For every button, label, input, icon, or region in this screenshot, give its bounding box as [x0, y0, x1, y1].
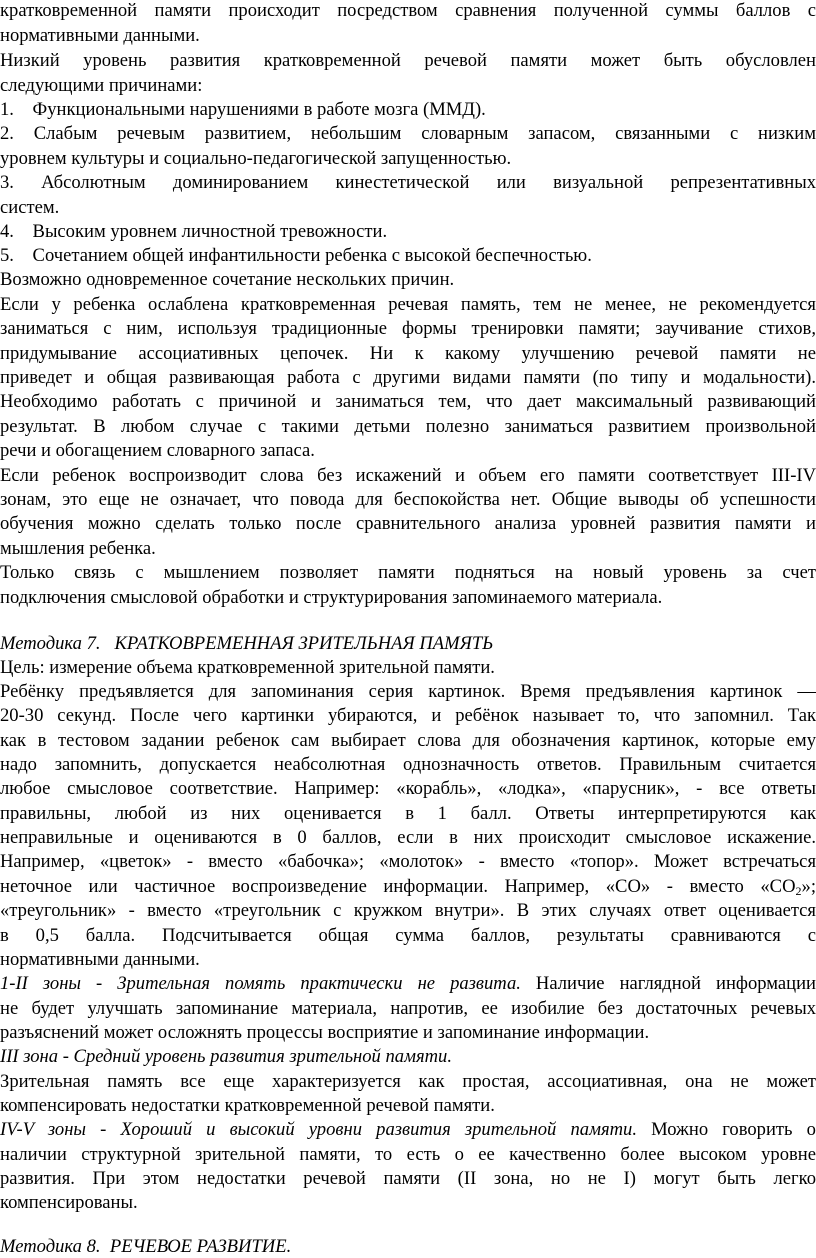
text-line: компенсированы.	[0, 1192, 138, 1213]
text-line: придумывание ассоциативных цепочек. Ни к какому улучшению речевой памяти не	[0, 343, 816, 364]
text-line: нормативными данными.	[0, 25, 200, 46]
text-line: Если у ребенка ослаблена кратковременная речевая память, тем не менее, не рекомендуется	[0, 294, 816, 315]
text-line: Цель: измерение объема кратковременной зрительной памяти.	[0, 657, 495, 678]
text-line: систем.	[0, 197, 60, 218]
text-line: любое смысловое соответствие. Например: «корабль», «лодка», «парусник», - все ответы	[0, 778, 816, 799]
zone-label: 1-II зоны - Зрительная помять практически не развита.	[0, 973, 521, 994]
text-line: мышления ребенка.	[0, 538, 156, 559]
text-line: зонам, это еще не означает, что повода для беспокойства нет. Общие выводы об успешности	[0, 489, 816, 510]
text-line	[0, 1119, 816, 1141]
text-line: разъяснений может осложнять процессы восприятие и запоминание информации.	[0, 1022, 650, 1043]
text-line: в 0,5 балла. Подсчитывается общая сумма баллов, результаты сравниваются с	[0, 925, 816, 946]
text-line: уровнем культуры и социально-педагогической запущенностью.	[0, 148, 512, 169]
text-line: обучения можно сделать только после сравнительного анализа уровней развития памяти и	[0, 513, 816, 534]
zone-label: III зона - Средний уровень развития зрительной памяти.	[0, 1046, 452, 1067]
text-segment: Наличие наглядной информации	[520, 973, 816, 994]
text-line: Зрительная память все еще характеризуется как простая, ассоциативная, она не может	[0, 1071, 816, 1092]
text-line: 20-30 секунд. После чего картинки убираются, и ребёнок называет то, что запомнил. Так	[0, 705, 816, 726]
text-line: компенсировать недостатки кратковременной речевой памяти.	[0, 1095, 495, 1116]
text-segment: »;	[801, 876, 816, 897]
text-line: не будет улучшать запоминание материала, напротив, ее изобилие без достаточных речевых	[0, 998, 816, 1019]
section-heading: Методика 7. КРАТКОВРЕМЕННАЯ ЗРИТЕЛЬНАЯ ПАМЯТЬ	[0, 633, 494, 654]
section-heading: Методика 8. РЕЧЕВОЕ РАЗВИТИЕ.	[0, 1236, 292, 1257]
text-segment: Можно говорить о	[636, 1119, 816, 1140]
text-line: Если ребенок воспроизводит слова без искажений и объем его памяти соответствует III-IV	[0, 465, 816, 486]
list-item: 1. Функциональными нарушениями в работе мозга (ММД).	[0, 99, 486, 120]
zone-label: IV-V зоны - Хороший и высокий уровни развития зрительной памяти.	[0, 1119, 637, 1140]
text-line: наличии структурной зрительной памяти, то есть о ее качественно более высоком уровне	[0, 1144, 816, 1165]
list-item: 4. Высоким уровнем личностной тревожности.	[0, 221, 388, 242]
subscript: 2	[795, 884, 802, 898]
text-line: Ребёнку предъявляется для запоминания серия картинок. Время предъявления картинок —	[0, 681, 816, 702]
text-line	[0, 876, 816, 898]
text-line: следующими причинами:	[0, 75, 203, 96]
text-line: Например, «цветок» - вместо «бабочка»; «молоток» - вместо «топор». Может встречаться	[0, 851, 816, 872]
text-line: Только связь с мышлением позволяет памяти подняться на новый уровень за счет	[0, 562, 816, 583]
text-line: результат. В любом случае с такими детьми полезно заниматься развитием произвольной	[0, 416, 816, 437]
text-line: приведет и общая развивающая работа с другими видами памяти (по типу и модальности).	[0, 367, 816, 388]
text-line: Возможно одновременное сочетание нескольких причин.	[0, 269, 455, 290]
text-line: «треугольник» - вместо «треугольник с кружком внутри». В этих случаях ответ оценивается	[0, 900, 816, 921]
text-line: развития. При этом недостатки речевой памяти (II зона, но не I) могут быть легко	[0, 1168, 816, 1189]
list-item: 3. Абсолютным доминированием кинестетической или визуальной репрезентативных	[0, 172, 816, 193]
text-line: заниматься с ним, используя традиционные формы тренировки памяти; заучивание стихов,	[0, 318, 816, 339]
text-line	[0, 973, 816, 995]
text-line: неправильные и оцениваются в 0 баллов, если в них происходит смысловое искажение.	[0, 827, 816, 848]
text-line: подключения смысловой обработки и структурирования запоминаемого материала.	[0, 587, 663, 608]
text-line: как в тестовом задании ребенок сам выбирает слова для обозначения картинок, которые ему	[0, 730, 816, 751]
text-line: нормативными данными.	[0, 949, 200, 970]
text-line: кратковременной памяти происходит посредством сравнения полученной суммы баллов с	[0, 0, 816, 21]
text-line: правильны, любой из них оценивается в 1 балл. Ответы интерпретируются как	[0, 803, 816, 824]
text-segment: неточное или частичное воспроизведение информации. Например, «СО» - вместо «СО	[0, 876, 796, 897]
list-item: 5. Сочетанием общей инфантильности ребенка с высокой беспечностью.	[0, 245, 592, 266]
text-line: Низкий уровень развития кратковременной речевой памяти может быть обусловлен	[0, 50, 816, 71]
text-line: надо запомнить, допускается неабсолютная однозначность ответов. Правильным считается	[0, 754, 816, 775]
text-line: речи и обогащением словарного запаса.	[0, 440, 315, 461]
list-item: 2. Слабым речевым развитием, небольшим словарным запасом, связанными с низким	[0, 123, 816, 144]
text-line: Необходимо работать с причиной и заниматься тем, что дает максимальный развивающий	[0, 391, 816, 412]
